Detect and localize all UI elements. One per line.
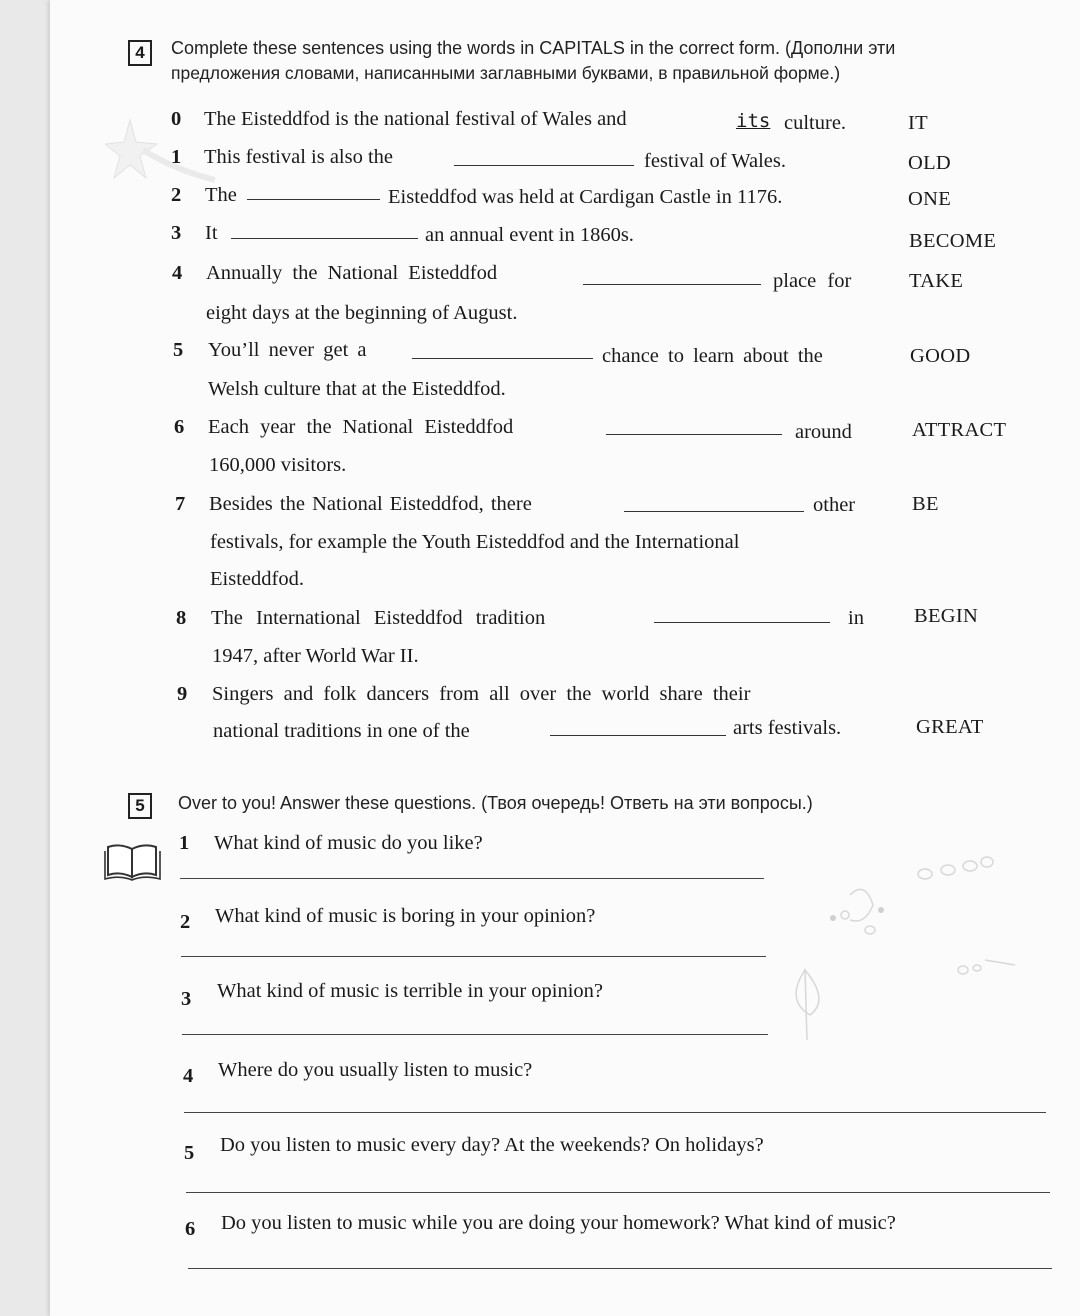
answer-blank-4[interactable] [583, 284, 761, 285]
exercise-4-item-2: 2 The Eisteddfod was held at Cardigan Castle in 1176. ONE [50, 180, 1080, 210]
music-notes-decoration [785, 850, 1045, 1050]
exercise-4-item-0: 0 The Eisteddfod is the national festival of Wales and its culture. IT [50, 104, 1080, 134]
answer-line-2[interactable] [181, 956, 766, 957]
exercise-4-item-7-line3: Eisteddfod. [210, 568, 304, 590]
question-1: 1 What kind of music do you like? [179, 832, 483, 854]
exercise-4-item-7: 7 Besides the National Eisteddfod, there other BE [50, 489, 1080, 519]
answer-blank-8[interactable] [654, 622, 830, 623]
keyword-2: ONE [908, 188, 952, 210]
exercise-4-instruction-line1: Complete these sentences using the words in CAPITALS in the correct form. (Дополни эти [171, 38, 896, 58]
exercise-4-item-4-line2: eight days at the beginning of August. [206, 302, 518, 324]
exercise-4-item-3: 3 It an annual event in 1860s. BECOME [50, 218, 1080, 248]
exercise-4-item-8-line2: 1947, after World War II. [212, 645, 419, 667]
exercise-4-item-6-line2: 160,000 visitors. [209, 454, 347, 476]
example-answer: its [736, 110, 771, 132]
question-4: 4 Where do you usually listen to music? [183, 1059, 533, 1087]
keyword-9: GREAT [916, 716, 984, 738]
exercise-4-item-5: 5 You’ll never get a chance to learn about the GOOD [50, 335, 1080, 365]
answer-blank-3[interactable] [231, 238, 418, 239]
keyword-8: BEGIN [914, 605, 979, 627]
answer-blank-1[interactable] [454, 165, 634, 166]
question-2: 2 What kind of music is boring in your opinion? [180, 905, 596, 933]
answer-line-3[interactable] [182, 1034, 768, 1035]
exercise-5-number: 5 [128, 793, 152, 819]
exercise-4-item-9-line2: national traditions in one of the arts festivals. GREAT [50, 716, 1080, 746]
exercise-4-item-1: 1 This festival is also the festival of Wales. OLD [50, 142, 1080, 172]
answer-line-6[interactable] [188, 1268, 1052, 1269]
exercise-5-instruction: Over to you! Answer these questions. (Твоя очередь! Ответь на эти вопросы.) [178, 793, 813, 813]
worksheet-page [50, 0, 1080, 1316]
answer-blank-6[interactable] [606, 434, 782, 435]
exercise-4-item-7-line2: festivals, for example the Youth Eisteddfod and the International [210, 531, 740, 553]
answer-line-4[interactable] [184, 1112, 1046, 1113]
keyword-0: IT [908, 112, 928, 134]
answer-line-5[interactable] [186, 1192, 1050, 1193]
exercise-4-item-5-line2: Welsh culture that at the Eisteddfod. [208, 378, 506, 400]
exercise-4-item-4: 4 Annually the National Eisteddfod place for TAKE [50, 258, 1080, 288]
answer-blank-2[interactable] [247, 199, 380, 200]
keyword-1: OLD [908, 152, 952, 174]
keyword-4: TAKE [909, 270, 964, 292]
answer-blank-5[interactable] [412, 358, 593, 359]
keyword-7: BE [912, 493, 939, 515]
keyword-3: BECOME [909, 230, 997, 252]
question-3: 3 What kind of music is terrible in your opinion? [181, 980, 604, 1010]
answer-blank-9[interactable] [550, 735, 726, 736]
exercise-4-instruction-line2: предложения словами, написанными заглавными буквами, в правильной форме.) [171, 63, 841, 83]
question-6: 6 Do you listen to music while you are doing your homework? What kind of music? [185, 1212, 896, 1240]
answer-blank-7[interactable] [624, 511, 804, 512]
answer-line-1[interactable] [180, 878, 764, 879]
keyword-5: GOOD [910, 345, 971, 367]
exercise-4-item-6: 6 Each year the National Eisteddfod around ATTRACT [174, 416, 1007, 443]
exercise-4-item-9: 9 Singers and folk dancers from all over the world share their [177, 683, 751, 705]
exercise-4-item-8: 8 The International Eisteddfod tradition in BEGIN [50, 603, 1080, 633]
exercise-4-number: 4 [128, 40, 152, 66]
question-5: 5 Do you listen to music every day? At the weekends? On holidays? [184, 1134, 764, 1164]
keyword-6: ATTRACT [912, 419, 1007, 441]
